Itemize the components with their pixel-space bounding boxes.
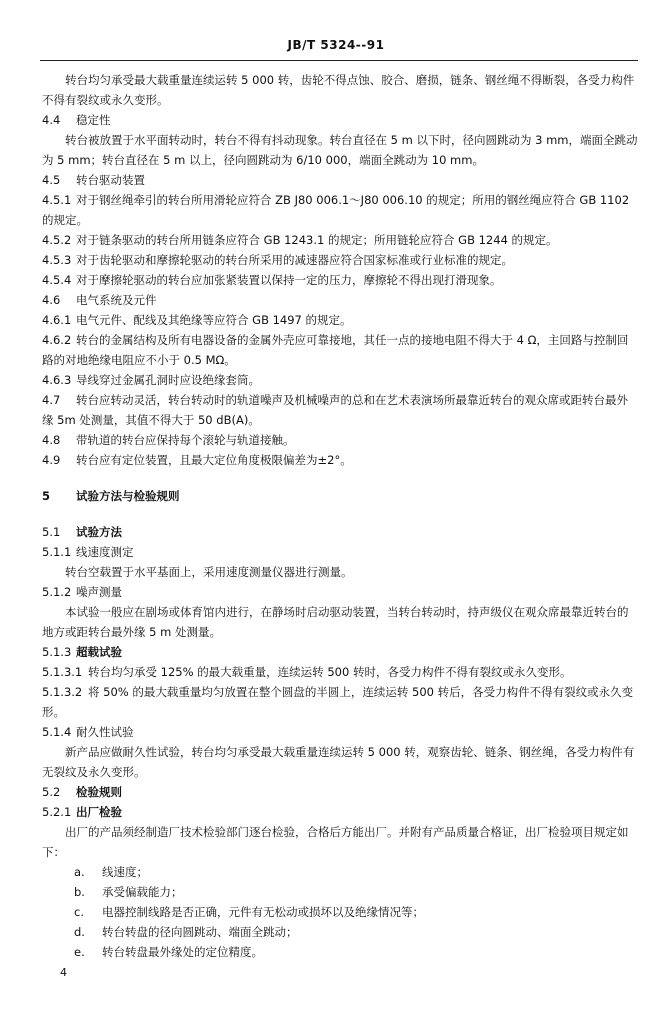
clause-4-9: 4.9 转台应有定位装置，且最大定位角度极限偏差为±2°。 bbox=[42, 453, 352, 467]
clause-5-1-3-2: 5.1.3.2 将 50% 的最大载重量均匀放置在整个圆盘的半圆上，连续运转 500 转后，各受力构件不得有裂纹或永久变形。 bbox=[42, 685, 634, 719]
clause-5-1-3-1: 5.1.3.1 转台均匀承受 125% 的最大载重量，连续运转 500 转时，各受力构件不得有裂纹或永久变形。 bbox=[42, 665, 572, 679]
list-item: d. 转台转盘的径向圆跳动、端面全跳动； bbox=[74, 925, 298, 939]
spacer bbox=[42, 470, 638, 486]
paragraph-5-1-1: 转台空载置于水平基面上，采用速度测量仪器进行测量。 bbox=[65, 565, 353, 579]
list-item: a. 线速度； bbox=[74, 865, 148, 879]
spacer bbox=[42, 506, 638, 522]
clause-4-8: 4.8 带轨道的转台应保持每个滚轮与轨道接触。 bbox=[42, 433, 295, 447]
clause-4-5-1: 4.5.1 对于钢丝绳牵引的转台所用滑轮应符合 ZB J80 006.1～J80 006.10 的规定；所用的钢丝绳应符合 GB 1102 的规定。 bbox=[42, 193, 630, 227]
page-number: 4 bbox=[60, 966, 67, 979]
paragraph-5-1-2: 本试验一般应在剧场或体育馆内进行，在静场时启动驱动装置，当转台转动时，持声级仪在观众席最靠近转台的地方或距转台最外缘 5 m 处测量。 bbox=[42, 605, 629, 639]
paragraph-5-1-4: 新产品应做耐久性试验，转台均匀承受最大载重量连续运转 5 000 转，观察齿轮、链条、钢丝绳，各受力构件有无裂纹及永久变形。 bbox=[42, 745, 635, 779]
clause-4-6-1: 4.6.1 电气元件、配线及其绝缘等应符合 GB 1497 的规定。 bbox=[42, 313, 352, 327]
clause-4-7: 4.7 转台应转动灵活，转台转动时的轨道噪声及机械噪声的总和在艺术表演场所最靠近转台的观众席或距转台最外缘 5m 处测量，其值不得大于 50 dB(A)。 bbox=[42, 393, 628, 427]
clause-4-5-3: 4.5.3 对于齿轮驱动和摩擦轮驱动的转台所采用的减速器应符合国家标准或行业标准的规定。 bbox=[42, 253, 513, 267]
list-item: e. 转台转盘最外缘处的定位精度。 bbox=[74, 945, 263, 959]
section-5-2-heading: 5.2 检验规则 bbox=[42, 785, 122, 799]
clause-4-5-2: 4.5.2 对于链条驱动的转台所用链条应符合 GB 1243.1 的规定；所用链轮应符合 GB 1244 的规定。 bbox=[42, 233, 558, 247]
section-5-1-heading: 5.1 试验方法 bbox=[42, 525, 122, 539]
section-4-4-heading: 4.4 稳定性 bbox=[42, 113, 111, 127]
paragraph-intro: 转台均匀承受最大载重量连续运转 5 000 转，齿轮不得点蚀、胶合、磨损，链条、钢丝绳不得断裂，各受力构件不得有裂纹或永久变形。 bbox=[42, 73, 635, 107]
list-item: b. 承受偏载能力； bbox=[74, 885, 183, 899]
paragraph-5-2-1: 出厂的产品须经制造厂技术检验部门逐台检验，合格后方能出厂。并附有产品质量合格证，出厂检验项目规定如下： bbox=[42, 825, 629, 859]
clause-4-5-4: 4.5.4 对于摩擦轮驱动的转台应加张紧装置以保持一定的压力，摩擦轮不得出现打滑现象。 bbox=[42, 273, 502, 287]
chapter-5-heading: 5 试验方法与检验规则 bbox=[42, 489, 180, 503]
page-content bbox=[42, 70, 638, 962]
standard-code-header: JB/T 5324--91 bbox=[287, 38, 385, 52]
section-5-1-4-heading: 5.1.4 耐久性试验 bbox=[42, 725, 134, 739]
clause-4-6-2: 4.6.2 转台的金属结构及所有电器设备的金属外壳应可靠接地，其任一点的接地电阻不得大于 4 Ω，主回路与控制回路的对地绝缘电阻应不小于 0.5 MΩ。 bbox=[42, 333, 629, 367]
section-5-1-2-heading: 5.1.2 噪声测量 bbox=[42, 585, 122, 599]
section-5-2-1-heading: 5.2.1 出厂检验 bbox=[42, 805, 122, 819]
list-item: c. 电器控制线路是否正确，元件有无松动或损坏以及绝缘情况等； bbox=[74, 905, 424, 919]
paragraph-4-4: 转台被放置于水平面转动时，转台不得有抖动现象。转台直径在 5 m 以下时，径向圆跳动为 3 mm，端面全跳动为 5 mm；转台直径在 5 m 以上，径向圆跳动为 6/10 000，端面全跳动为 10 mm。 bbox=[42, 133, 638, 167]
section-4-6-heading: 4.6 电气系统及元件 bbox=[42, 293, 157, 307]
section-4-5-heading: 4.5 转台驱动装置 bbox=[42, 173, 145, 187]
clause-4-6-3: 4.6.3 导线穿过金属孔洞时应设绝缘套筒。 bbox=[42, 373, 260, 387]
section-5-1-3-heading: 5.1.3 超载试验 bbox=[42, 645, 122, 659]
header-rule bbox=[40, 60, 638, 61]
section-5-1-1-heading: 5.1.1 线速度测定 bbox=[42, 545, 134, 559]
